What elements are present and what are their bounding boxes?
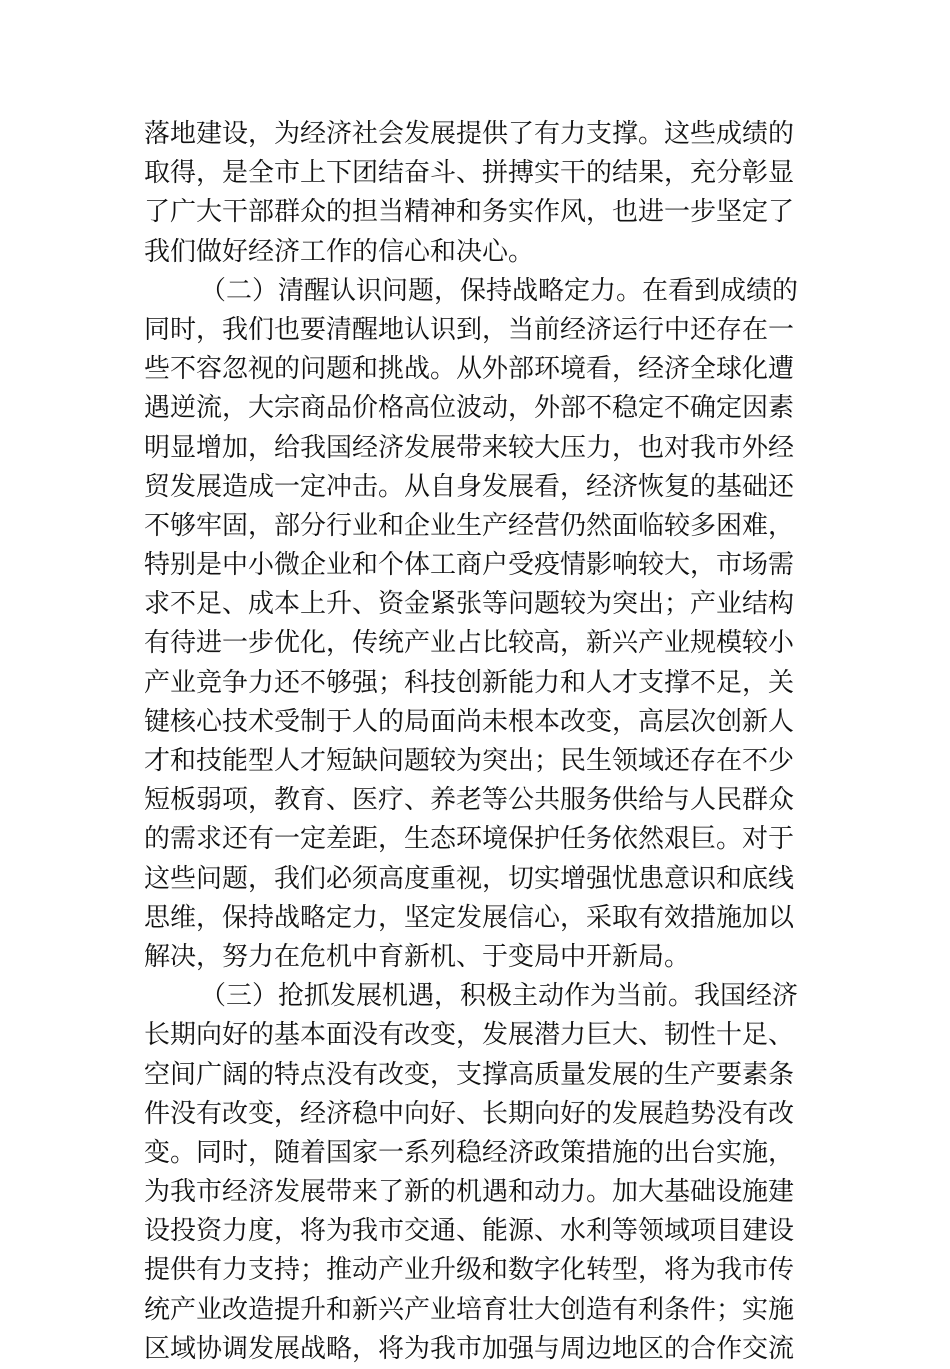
text-line: 件没有改变，经济稳中向好、长期向好的发展趋势没有改: [144, 1098, 795, 1129]
text-line: 些不容忽视的问题和挑战。从外部环境看，经济全球化遭: [144, 354, 795, 385]
text-line: 为我市经济发展带来了新的机遇和动力。加大基础设施建: [144, 1177, 795, 1208]
text-line: 贸发展造成一定冲击。从自身发展看，经济恢复的基础还: [144, 471, 795, 502]
text-line: 的需求还有一定差距，生态环境保护任务依然艰巨。对于: [144, 824, 795, 855]
text-line: 落地建设，为经济社会发展提供了有力支撑。这些成绩的: [144, 119, 795, 149]
text-line: 解决，努力在危机中育新机、于变局中开新局。: [144, 941, 691, 972]
text-line: 区域协调发展战略，将为我市加强与周边地区的合作交流: [144, 1333, 795, 1364]
text-line: 有待进一步优化，传统产业占比较高，新兴产业规模较小: [144, 628, 795, 659]
paragraph-first-line: （二）清醒认识问题，保持战略定力。在看到成绩的: [200, 275, 799, 306]
body-text: [144, 115, 809, 1369]
text-line: 取得，是全市上下团结奋斗、拼搏实干的结果，充分彰显: [144, 158, 795, 189]
text-line: 明显增加，给我国经济发展带来较大压力，也对我市外经: [144, 432, 795, 463]
text-line: 遇逆流，大宗商品价格高位波动，外部不稳定不确定因素: [144, 393, 795, 424]
text-line: 空间广阔的特点没有改变，支撑高质量发展的生产要素条: [144, 1059, 795, 1090]
text-line: 长期向好的基本面没有改变，发展潜力巨大、韧性十足、: [144, 1020, 795, 1051]
text-line: 才和技能型人才短缺问题较为突出；民生领域还存在不少: [144, 746, 795, 776]
text-line: 了广大干部群众的担当精神和务实作风，也进一步坚定了: [144, 197, 795, 228]
text-line: 同时，我们也要清醒地认识到，当前经济运行中还存在一: [144, 314, 795, 345]
text-line: 短板弱项，教育、医疗、养老等公共服务供给与人民群众: [144, 785, 795, 816]
text-line: 特别是中小微企业和个体工商户受疫情影响较大，市场需: [144, 550, 795, 581]
text-line: 我们做好经济工作的信心和决心。: [144, 236, 535, 267]
text-line: 变。同时，随着国家一系列稳经济政策措施的出台实施，: [144, 1137, 795, 1168]
text-line: 思维，保持战略定力，坚定发展信心，采取有效措施加以: [144, 902, 795, 933]
text-line: 求不足、成本上升、资金紧张等问题较为突出；产业结构: [144, 589, 795, 620]
paragraph-first-line: （三）抢抓发展机遇，积极主动作为当前。我国经济: [200, 981, 799, 1012]
text-line: 键核心技术受制于人的局面尚未根本改变，高层次创新人: [144, 706, 795, 737]
text-line: 不够牢固，部分行业和企业生产经营仍然面临较多困难，: [144, 510, 795, 541]
text-line: 统产业改造提升和新兴产业培育壮大创造有利条件；实施: [144, 1294, 795, 1325]
text-line: 设投资力度，将为我市交通、能源、水利等领域项目建设: [144, 1216, 795, 1247]
text-line: 这些问题，我们必须高度重视，切实增强忧患意识和底线: [144, 863, 795, 894]
text-line: 提供有力支持；推动产业升级和数字化转型，将为我市传: [144, 1255, 795, 1286]
text-line: 产业竞争力还不够强；科技创新能力和人才支撑不足，关: [144, 667, 795, 698]
